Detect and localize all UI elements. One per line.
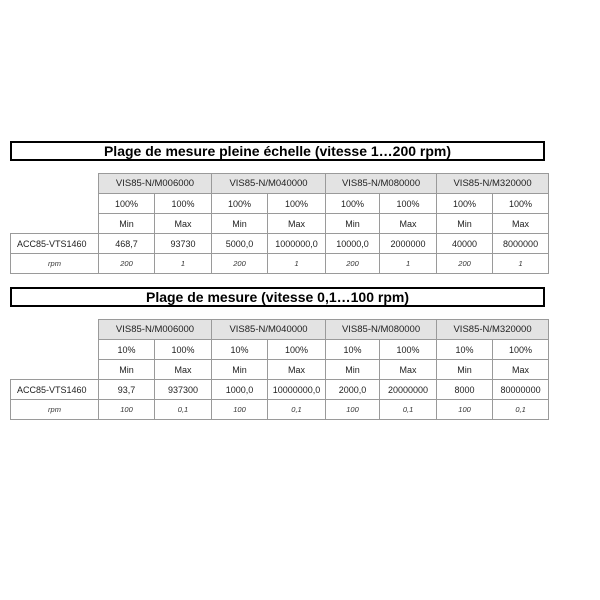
model-header-row xyxy=(11,174,549,194)
value-cell: 2000000 xyxy=(380,234,437,254)
rpm-cell: 0,1 xyxy=(380,400,437,420)
minmax-cell: Max xyxy=(493,360,549,380)
minmax-cell: Max xyxy=(380,214,437,234)
percent-cell: 100% xyxy=(380,194,437,214)
minmax-cell: Max xyxy=(268,360,326,380)
percent-row xyxy=(11,340,549,360)
empty-cell xyxy=(11,340,99,360)
model-header-cell: VIS85-N/M320000 xyxy=(437,174,549,194)
minmax-cell: Min xyxy=(326,360,380,380)
model-header-cell: VIS85-N/M040000 xyxy=(212,174,326,194)
percent-cell: 100% xyxy=(155,194,212,214)
rpm-cell: 0,1 xyxy=(155,400,212,420)
section-title-low-speed: Plage de mesure (vitesse 0,1…100 rpm) xyxy=(10,287,545,307)
rpm-label-cell: rpm xyxy=(11,400,99,420)
row-label-cell: ACC85-VTS1460 xyxy=(11,380,99,400)
empty-cell xyxy=(11,194,99,214)
empty-cell xyxy=(11,214,99,234)
value-cell: 40000 xyxy=(437,234,493,254)
rpm-row xyxy=(11,400,549,420)
percent-cell: 100% xyxy=(155,340,212,360)
value-cell: 80000000 xyxy=(493,380,549,400)
value-cell: 10000000,0 xyxy=(268,380,326,400)
minmax-cell: Min xyxy=(212,360,268,380)
values-row xyxy=(11,380,549,400)
rpm-cell: 100 xyxy=(212,400,268,420)
model-header-cell: VIS85-N/M320000 xyxy=(437,320,549,340)
value-cell: 8000 xyxy=(437,380,493,400)
minmax-row xyxy=(11,360,549,380)
empty-cell xyxy=(11,320,99,340)
rpm-cell: 100 xyxy=(437,400,493,420)
rpm-cell: 1 xyxy=(268,254,326,274)
percent-cell: 10% xyxy=(437,340,493,360)
model-header-cell: VIS85-N/M006000 xyxy=(99,174,212,194)
rpm-row xyxy=(11,254,549,274)
minmax-cell: Min xyxy=(99,214,155,234)
range-table-full-scale xyxy=(10,173,549,274)
rpm-cell: 200 xyxy=(99,254,155,274)
percent-cell: 100% xyxy=(212,194,268,214)
rpm-cell: 200 xyxy=(212,254,268,274)
rpm-label-cell: rpm xyxy=(11,254,99,274)
value-cell: 2000,0 xyxy=(326,380,380,400)
percent-cell: 10% xyxy=(99,340,155,360)
minmax-cell: Min xyxy=(326,214,380,234)
minmax-cell: Min xyxy=(212,214,268,234)
percent-cell: 10% xyxy=(326,340,380,360)
minmax-cell: Max xyxy=(380,360,437,380)
rpm-cell: 0,1 xyxy=(268,400,326,420)
rpm-cell: 100 xyxy=(99,400,155,420)
rpm-cell: 1 xyxy=(493,254,549,274)
model-header-cell: VIS85-N/M040000 xyxy=(212,320,326,340)
percent-cell: 100% xyxy=(268,194,326,214)
value-cell: 93,7 xyxy=(99,380,155,400)
value-cell: 10000,0 xyxy=(326,234,380,254)
rpm-cell: 0,1 xyxy=(493,400,549,420)
values-row xyxy=(11,234,549,254)
rpm-cell: 200 xyxy=(326,254,380,274)
value-cell: 1000,0 xyxy=(212,380,268,400)
percent-cell: 100% xyxy=(326,194,380,214)
model-header-cell: VIS85-N/M006000 xyxy=(99,320,212,340)
empty-cell xyxy=(11,174,99,194)
percent-row xyxy=(11,194,549,214)
value-cell: 8000000 xyxy=(493,234,549,254)
percent-cell: 100% xyxy=(268,340,326,360)
minmax-cell: Min xyxy=(99,360,155,380)
value-cell: 5000,0 xyxy=(212,234,268,254)
rpm-cell: 1 xyxy=(380,254,437,274)
minmax-cell: Max xyxy=(155,214,212,234)
model-header-row xyxy=(11,320,549,340)
percent-cell: 100% xyxy=(99,194,155,214)
percent-cell: 100% xyxy=(493,340,549,360)
empty-cell xyxy=(11,360,99,380)
minmax-row xyxy=(11,214,549,234)
minmax-cell: Min xyxy=(437,214,493,234)
row-label-cell: ACC85-VTS1460 xyxy=(11,234,99,254)
percent-cell: 100% xyxy=(437,194,493,214)
model-header-cell: VIS85-N/M080000 xyxy=(326,174,437,194)
minmax-cell: Max xyxy=(155,360,212,380)
percent-cell: 100% xyxy=(380,340,437,360)
rpm-cell: 100 xyxy=(326,400,380,420)
value-cell: 1000000,0 xyxy=(268,234,326,254)
percent-cell: 10% xyxy=(212,340,268,360)
value-cell: 20000000 xyxy=(380,380,437,400)
rpm-cell: 1 xyxy=(155,254,212,274)
model-header-cell: VIS85-N/M080000 xyxy=(326,320,437,340)
section-title-full-scale: Plage de mesure pleine échelle (vitesse 1…200 rpm) xyxy=(10,141,545,161)
minmax-cell: Min xyxy=(437,360,493,380)
range-table-low-speed xyxy=(10,319,549,420)
value-cell: 93730 xyxy=(155,234,212,254)
value-cell: 937300 xyxy=(155,380,212,400)
value-cell: 468,7 xyxy=(99,234,155,254)
minmax-cell: Max xyxy=(493,214,549,234)
percent-cell: 100% xyxy=(493,194,549,214)
minmax-cell: Max xyxy=(268,214,326,234)
rpm-cell: 200 xyxy=(437,254,493,274)
